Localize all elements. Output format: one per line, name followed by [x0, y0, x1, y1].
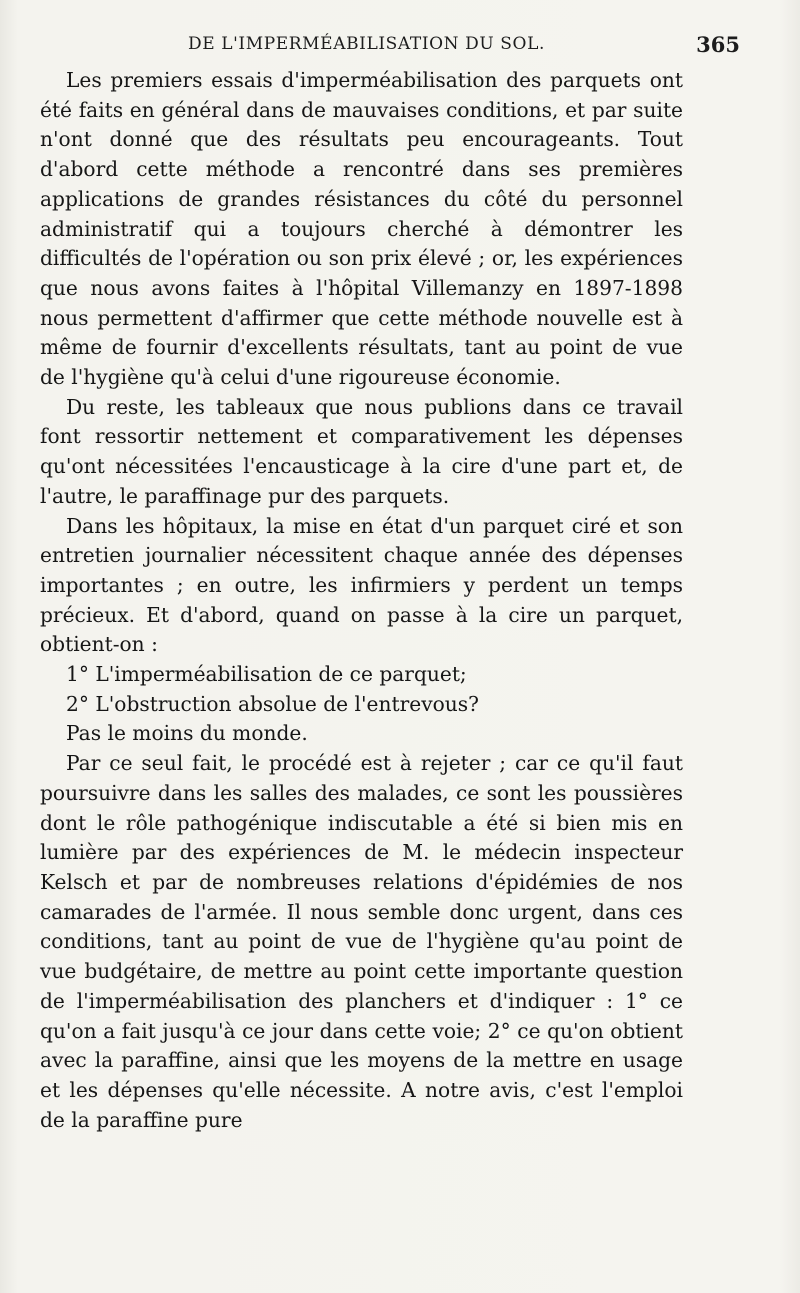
paragraph-3: Dans les hôpitaux, la mise en état d'un parquet ciré et son entretien journalier nécessitent chaque année des dépenses importantes ; en outre, les infirmiers y perdent un temps précieux. Et d'abord, quand on passe à la cire un parquet, obtient-on :	[40, 513, 683, 657]
page-number: 365	[696, 32, 740, 57]
paragraph-5: Par ce seul fait, le procédé est à rejeter ; car ce qu'il faut poursuivre dans les salles des malades, ce sont les poussières dont le rôle pathogénique indiscutable a été si bien mis en lumière par des expériences de M. le médecin inspecteur Kelsch et par de nombreuses relations d'épidémies de nos camarades de l'armée. Il nous semble donc urgent, dans ces conditions, tant au point de vue de l'hygiène qu'au point de vue budgétaire, de mettre au point cette importante question de l'imperméabilisation des planchers et d'indiquer : 1° ce qu'on a fait jusqu'à ce jour dans cette voie; 2° ce qu'on obtient avec la paraffine, ainsi que les moyens de la mettre en usage et les dépenses qu'elle nécessite. A notre avis, c'est l'emploi de la paraffine pure	[40, 751, 683, 1132]
paragraph-2: Du reste, les tableaux que nous publions dans ce travail font ressortir nettement et comparativement les dépenses qu'ont nécessitées l'encausticage à la cire d'une part et, de l'autre, le paraffinage pur des parquets.	[40, 394, 683, 508]
running-head: DE L'IMPERMÉABILISATION DU SOL.	[188, 34, 545, 54]
list-item-2: 2° L'obstruction absolue de l'entrevous?	[66, 691, 479, 716]
body-text	[40, 66, 683, 1135]
paragraph-4: Pas le moins du monde.	[66, 721, 308, 746]
paragraph-1: Les premiers essais d'imperméabilisation des parquets ont été faits en général dans de mauvaises conditions, et par suite n'ont donné que des résultats peu encourageants. Tout d'abord cette méthode a rencontré dans ses premières applications de grandes résistances du côté du personnel administratif qui a toujours cherché à démontrer les difficultés de l'opération ou son prix élevé ; or, les expériences que nous avons faites à l'hôpital Villemanzy en 1897-1898 nous permettent d'affirmer que cette méthode nouvelle est à même de fournir d'excellents résultats, tant au point de vue de l'hygiène qu'à celui d'une rigoureuse économie.	[40, 68, 683, 390]
page-header	[40, 32, 740, 62]
list-item-1: 1° L'imperméabilisation de ce parquet;	[66, 662, 467, 687]
